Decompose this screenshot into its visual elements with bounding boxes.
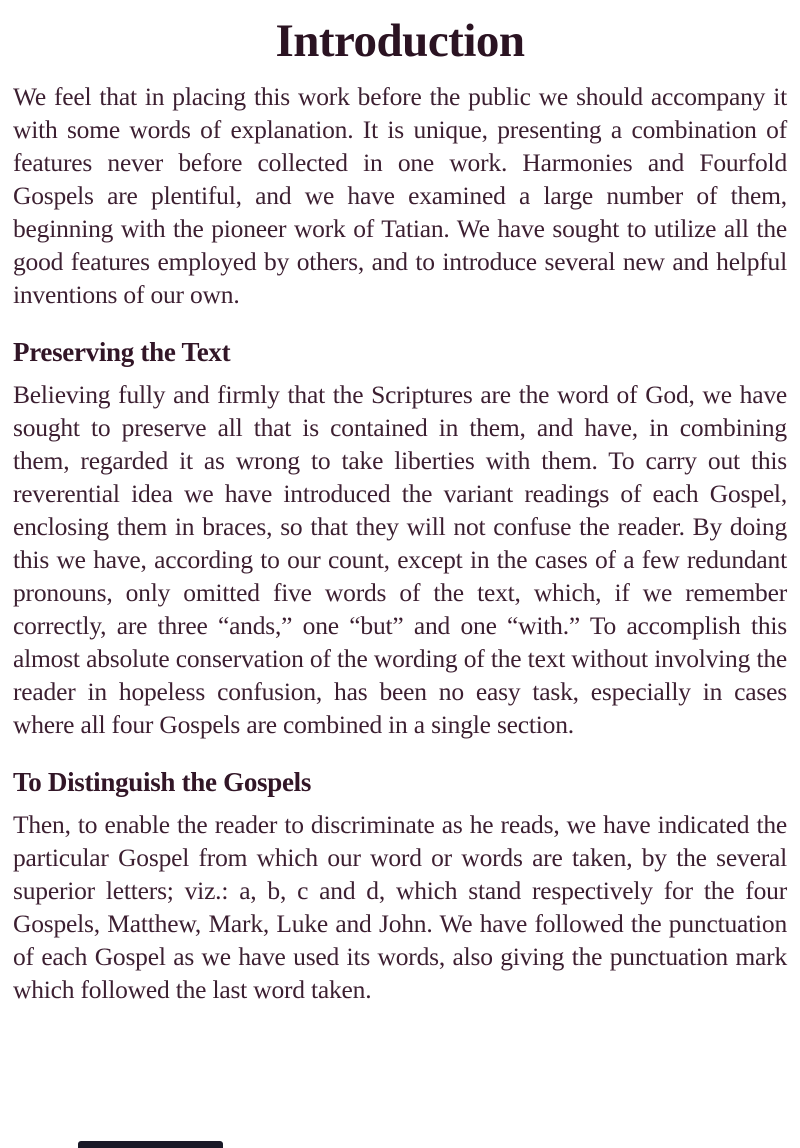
to-distinguish-the-gospels-paragraph: Then, to enable the reader to discriminate as he reads, we have indicated the particular Gospel from which our word or words are taken, by the several superior letters; viz.: a, b, c and d, which stand respectively for the four Gospels, Matthew, Mark, Luke and John. We have followed the punctuation of each Gospel as we have used its words, also giving the punctuation mark which followed the last word taken. xyxy=(13,810,787,1004)
preserving-the-text-paragraph: Believing fully and firmly that the Scriptures are the word of God, we have sought to preserve all that is contained in them, and have, in combining them, regarded it as wrong to take liberties with them. To carry out this reverential idea we have introduced the variant readings of each Gospel, enclosing them in braces, so that they will not confuse the reader. By doing this we have, according to our count, except in the cases of a few redundant pronouns, only omitted five words of the text, which, if we remember correctly, are three “ands,” one “but” and one “with.” To accomplish this almost absolute conservation of the wording of the text without involving the reader in hopeless confusion, has been no easy task, especially in cases where all four Gospels are combined in a single section. xyxy=(13,380,787,739)
section-preserving-the-text xyxy=(13,337,787,741)
section-to-distinguish-the-gospels xyxy=(13,767,787,1006)
cutoff-next-section-bar xyxy=(78,1141,223,1148)
intro-paragraph: We feel that in placing this work before the public we should accompany it with some words of explanation. It is unique, presenting a combination of features never before collected in one work. Harmonies and Fourfold Gospels are plentiful, and we have examined a large number of them, beginning with the pioneer work of Tatian. We have sought to utilize all the good features employed by others, and to introduce several new and helpful inventions of our own. xyxy=(13,82,787,309)
page-title: Introduction xyxy=(275,15,525,67)
section-introduction xyxy=(13,80,787,311)
section-heading-preserving-the-text: Preserving the Text xyxy=(13,337,231,367)
section-heading-to-distinguish-the-gospels: To Distinguish the Gospels xyxy=(13,767,312,797)
